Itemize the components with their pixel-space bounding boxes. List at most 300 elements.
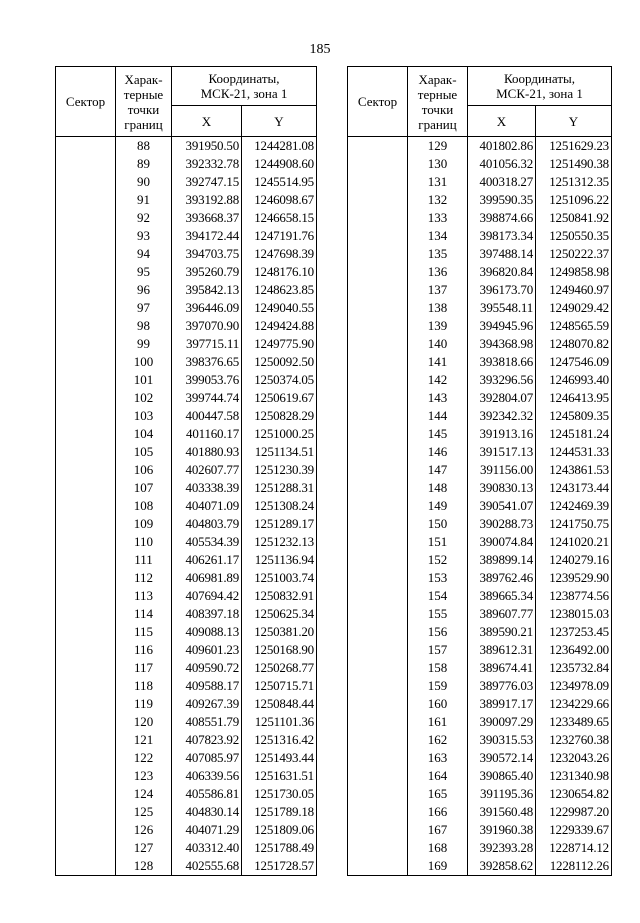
point-number: 155 bbox=[408, 605, 468, 623]
point-number: 93 bbox=[116, 227, 172, 245]
table-row bbox=[56, 497, 317, 515]
x-coordinate: 395842.13 bbox=[172, 281, 242, 299]
sector-cell bbox=[56, 497, 116, 515]
y-coordinate: 1251003.74 bbox=[242, 569, 317, 587]
table-row bbox=[348, 407, 612, 425]
point-number: 106 bbox=[116, 461, 172, 479]
table-row bbox=[56, 209, 317, 227]
table-row bbox=[56, 173, 317, 191]
table-row bbox=[348, 335, 612, 353]
point-number: 92 bbox=[116, 209, 172, 227]
sector-cell bbox=[56, 803, 116, 821]
sector-cell bbox=[56, 785, 116, 803]
table-row bbox=[56, 479, 317, 497]
y-coordinate: 1245514.95 bbox=[242, 173, 317, 191]
y-coordinate: 1240279.16 bbox=[536, 551, 612, 569]
y-coordinate: 1250828.29 bbox=[242, 407, 317, 425]
sector-cell bbox=[56, 245, 116, 263]
point-number: 125 bbox=[116, 803, 172, 821]
table-row bbox=[348, 461, 612, 479]
y-coordinate: 1251096.22 bbox=[536, 191, 612, 209]
point-number: 130 bbox=[408, 155, 468, 173]
table-row bbox=[56, 551, 317, 569]
sector-cell bbox=[348, 209, 408, 227]
y-coordinate: 1244281.08 bbox=[242, 137, 317, 156]
point-number: 124 bbox=[116, 785, 172, 803]
y-coordinate: 1246413.95 bbox=[536, 389, 612, 407]
point-number: 163 bbox=[408, 749, 468, 767]
point-number: 117 bbox=[116, 659, 172, 677]
y-coordinate: 1237253.45 bbox=[536, 623, 612, 641]
y-coordinate: 1246993.40 bbox=[536, 371, 612, 389]
sector-cell bbox=[348, 533, 408, 551]
y-coordinate: 1234978.09 bbox=[536, 677, 612, 695]
y-coordinate: 1232043.26 bbox=[536, 749, 612, 767]
sector-cell bbox=[348, 551, 408, 569]
y-coordinate: 1248176.10 bbox=[242, 263, 317, 281]
coordinates-table-right bbox=[347, 66, 612, 876]
point-number: 153 bbox=[408, 569, 468, 587]
x-coordinate: 404830.14 bbox=[172, 803, 242, 821]
y-coordinate: 1250625.34 bbox=[242, 605, 317, 623]
point-number: 158 bbox=[408, 659, 468, 677]
point-number: 123 bbox=[116, 767, 172, 785]
table-row bbox=[348, 479, 612, 497]
table-row bbox=[348, 767, 612, 785]
sector-cell bbox=[56, 371, 116, 389]
table-row bbox=[348, 155, 612, 173]
x-coordinate: 390572.14 bbox=[468, 749, 536, 767]
x-coordinate: 405534.39 bbox=[172, 533, 242, 551]
y-coordinate: 1230654.82 bbox=[536, 785, 612, 803]
x-coordinate: 406261.17 bbox=[172, 551, 242, 569]
sector-cell bbox=[348, 479, 408, 497]
sector-cell bbox=[348, 461, 408, 479]
sector-cell bbox=[348, 191, 408, 209]
point-number: 115 bbox=[116, 623, 172, 641]
point-number: 112 bbox=[116, 569, 172, 587]
sector-cell bbox=[56, 479, 116, 497]
point-number: 114 bbox=[116, 605, 172, 623]
y-coordinate: 1250092.50 bbox=[242, 353, 317, 371]
point-number: 98 bbox=[116, 317, 172, 335]
point-number: 118 bbox=[116, 677, 172, 695]
y-coordinate: 1234229.66 bbox=[536, 695, 612, 713]
x-coordinate: 390541.07 bbox=[468, 497, 536, 515]
sector-cell bbox=[56, 317, 116, 335]
sector-cell bbox=[56, 695, 116, 713]
sector-cell bbox=[348, 497, 408, 515]
table-row bbox=[348, 713, 612, 731]
sector-cell bbox=[348, 371, 408, 389]
x-coordinate: 397070.90 bbox=[172, 317, 242, 335]
sector-cell bbox=[348, 137, 408, 156]
x-coordinate: 401880.93 bbox=[172, 443, 242, 461]
sector-cell bbox=[348, 173, 408, 191]
sector-cell bbox=[348, 587, 408, 605]
sector-cell bbox=[348, 443, 408, 461]
y-coordinate: 1251232.13 bbox=[242, 533, 317, 551]
point-number: 167 bbox=[408, 821, 468, 839]
point-number: 159 bbox=[408, 677, 468, 695]
point-number: 127 bbox=[116, 839, 172, 857]
sector-cell bbox=[56, 227, 116, 245]
table-row bbox=[348, 803, 612, 821]
point-number: 109 bbox=[116, 515, 172, 533]
sector-cell bbox=[348, 695, 408, 713]
x-coordinate: 389762.46 bbox=[468, 569, 536, 587]
sector-cell bbox=[56, 749, 116, 767]
point-number: 131 bbox=[408, 173, 468, 191]
y-coordinate: 1247191.76 bbox=[242, 227, 317, 245]
point-number: 88 bbox=[116, 137, 172, 156]
y-coordinate: 1244531.33 bbox=[536, 443, 612, 461]
sector-cell bbox=[348, 245, 408, 263]
point-number: 107 bbox=[116, 479, 172, 497]
y-coordinate: 1250619.67 bbox=[242, 389, 317, 407]
y-coordinate: 1250222.37 bbox=[536, 245, 612, 263]
x-coordinate: 409588.17 bbox=[172, 677, 242, 695]
table-row bbox=[348, 749, 612, 767]
y-coordinate: 1231340.98 bbox=[536, 767, 612, 785]
y-coordinate: 1239529.90 bbox=[536, 569, 612, 587]
y-coordinate: 1250268.77 bbox=[242, 659, 317, 677]
sector-header: Сектор bbox=[56, 67, 116, 137]
y-coordinate: 1251101.36 bbox=[242, 713, 317, 731]
point-number: 122 bbox=[116, 749, 172, 767]
x-coordinate: 394703.75 bbox=[172, 245, 242, 263]
x-coordinate: 399590.35 bbox=[468, 191, 536, 209]
sector-cell bbox=[348, 785, 408, 803]
table-row bbox=[348, 677, 612, 695]
y-coordinate: 1248565.59 bbox=[536, 317, 612, 335]
x-coordinate: 391560.48 bbox=[468, 803, 536, 821]
x-coordinate: 390830.13 bbox=[468, 479, 536, 497]
table-row bbox=[348, 137, 612, 156]
table-row bbox=[56, 785, 317, 803]
sector-cell bbox=[348, 389, 408, 407]
sector-cell bbox=[348, 659, 408, 677]
y-coordinate: 1250715.71 bbox=[242, 677, 317, 695]
sector-cell bbox=[348, 569, 408, 587]
table-row bbox=[348, 245, 612, 263]
point-number: 132 bbox=[408, 191, 468, 209]
table-row bbox=[348, 515, 612, 533]
x-coordinate: 403338.39 bbox=[172, 479, 242, 497]
table-row bbox=[348, 281, 612, 299]
table-row bbox=[348, 623, 612, 641]
y-coordinate: 1249858.98 bbox=[536, 263, 612, 281]
y-coordinate: 1248623.85 bbox=[242, 281, 317, 299]
point-number: 111 bbox=[116, 551, 172, 569]
point-number: 146 bbox=[408, 443, 468, 461]
sector-cell bbox=[56, 767, 116, 785]
y-coordinate: 1249460.97 bbox=[536, 281, 612, 299]
sector-cell bbox=[56, 461, 116, 479]
table-row bbox=[348, 839, 612, 857]
y-header: Y bbox=[242, 106, 317, 137]
table-row bbox=[348, 371, 612, 389]
y-coordinate: 1251728.57 bbox=[242, 857, 317, 876]
table-row bbox=[348, 785, 612, 803]
y-coordinate: 1241020.21 bbox=[536, 533, 612, 551]
sector-cell bbox=[56, 299, 116, 317]
coordinates-header: Координаты, МСК-21, зона 1 bbox=[172, 67, 317, 106]
y-coordinate: 1247698.39 bbox=[242, 245, 317, 263]
y-coordinate: 1228714.12 bbox=[536, 839, 612, 857]
sector-cell bbox=[348, 281, 408, 299]
sector-cell bbox=[56, 281, 116, 299]
point-number: 104 bbox=[116, 425, 172, 443]
point-number: 105 bbox=[116, 443, 172, 461]
table-row bbox=[56, 821, 317, 839]
y-coordinate: 1250832.91 bbox=[242, 587, 317, 605]
x-coordinate: 389776.03 bbox=[468, 677, 536, 695]
x-coordinate: 390074.84 bbox=[468, 533, 536, 551]
y-coordinate: 1232760.38 bbox=[536, 731, 612, 749]
x-coordinate: 391960.38 bbox=[468, 821, 536, 839]
point-number: 99 bbox=[116, 335, 172, 353]
x-coordinate: 400447.58 bbox=[172, 407, 242, 425]
y-coordinate: 1251288.31 bbox=[242, 479, 317, 497]
point-number: 151 bbox=[408, 533, 468, 551]
sector-cell bbox=[56, 155, 116, 173]
x-coordinate: 394368.98 bbox=[468, 335, 536, 353]
page-number: 185 bbox=[309, 42, 331, 57]
point-number: 143 bbox=[408, 389, 468, 407]
table-row bbox=[348, 389, 612, 407]
sector-cell bbox=[348, 263, 408, 281]
y-coordinate: 1251134.51 bbox=[242, 443, 317, 461]
x-coordinate: 401160.17 bbox=[172, 425, 242, 443]
y-coordinate: 1247546.09 bbox=[536, 353, 612, 371]
point-number: 135 bbox=[408, 245, 468, 263]
point-number: 156 bbox=[408, 623, 468, 641]
table-row bbox=[348, 533, 612, 551]
x-coordinate: 403312.40 bbox=[172, 839, 242, 857]
x-coordinate: 401802.86 bbox=[468, 137, 536, 156]
x-coordinate: 392332.78 bbox=[172, 155, 242, 173]
sector-cell bbox=[56, 587, 116, 605]
point-number: 101 bbox=[116, 371, 172, 389]
sector-cell bbox=[348, 425, 408, 443]
sector-cell bbox=[56, 839, 116, 857]
table-row bbox=[56, 767, 317, 785]
point-number: 96 bbox=[116, 281, 172, 299]
point-number: 150 bbox=[408, 515, 468, 533]
point-number: 138 bbox=[408, 299, 468, 317]
y-coordinate: 1243173.44 bbox=[536, 479, 612, 497]
x-coordinate: 408397.18 bbox=[172, 605, 242, 623]
sector-cell bbox=[348, 767, 408, 785]
point-number: 168 bbox=[408, 839, 468, 857]
sector-cell bbox=[56, 443, 116, 461]
table-row bbox=[348, 695, 612, 713]
y-coordinate: 1238015.03 bbox=[536, 605, 612, 623]
y-coordinate: 1251788.49 bbox=[242, 839, 317, 857]
point-number: 142 bbox=[408, 371, 468, 389]
sector-cell bbox=[56, 425, 116, 443]
point-number: 164 bbox=[408, 767, 468, 785]
x-coordinate: 396820.84 bbox=[468, 263, 536, 281]
table-row bbox=[56, 353, 317, 371]
table-row bbox=[56, 839, 317, 857]
x-coordinate: 395548.11 bbox=[468, 299, 536, 317]
point-number: 113 bbox=[116, 587, 172, 605]
table-row bbox=[56, 569, 317, 587]
sector-cell bbox=[56, 515, 116, 533]
table-row bbox=[56, 443, 317, 461]
x-coordinate: 393818.66 bbox=[468, 353, 536, 371]
point-number: 103 bbox=[116, 407, 172, 425]
x-coordinate: 392747.15 bbox=[172, 173, 242, 191]
table-row bbox=[56, 803, 317, 821]
table-row bbox=[348, 605, 612, 623]
x-coordinate: 389590.21 bbox=[468, 623, 536, 641]
table-row bbox=[56, 281, 317, 299]
table-row bbox=[348, 731, 612, 749]
sector-cell bbox=[348, 803, 408, 821]
sector-cell bbox=[56, 263, 116, 281]
table-row bbox=[56, 677, 317, 695]
y-coordinate: 1229339.67 bbox=[536, 821, 612, 839]
table-row bbox=[56, 137, 317, 156]
point-number: 141 bbox=[408, 353, 468, 371]
sector-cell bbox=[56, 569, 116, 587]
point-number: 148 bbox=[408, 479, 468, 497]
y-coordinate: 1248070.82 bbox=[536, 335, 612, 353]
y-coordinate: 1249775.90 bbox=[242, 335, 317, 353]
sector-cell bbox=[348, 749, 408, 767]
boundary-points-header: Харак- терные точки границ bbox=[408, 67, 468, 137]
x-coordinate: 404071.29 bbox=[172, 821, 242, 839]
y-coordinate: 1245809.35 bbox=[536, 407, 612, 425]
point-number: 129 bbox=[408, 137, 468, 156]
table-row bbox=[56, 695, 317, 713]
x-coordinate: 389674.41 bbox=[468, 659, 536, 677]
coordinates-header: Координаты, МСК-21, зона 1 bbox=[468, 67, 612, 106]
table-row bbox=[348, 209, 612, 227]
x-coordinate: 393296.56 bbox=[468, 371, 536, 389]
table-row bbox=[348, 173, 612, 191]
table-row bbox=[56, 155, 317, 173]
sector-cell bbox=[56, 659, 116, 677]
sector-cell bbox=[56, 677, 116, 695]
sector-cell bbox=[56, 353, 116, 371]
sector-cell bbox=[56, 335, 116, 353]
x-coordinate: 390288.73 bbox=[468, 515, 536, 533]
sector-cell bbox=[348, 155, 408, 173]
x-coordinate: 408551.79 bbox=[172, 713, 242, 731]
y-coordinate: 1249029.42 bbox=[536, 299, 612, 317]
point-number: 161 bbox=[408, 713, 468, 731]
x-coordinate: 397488.14 bbox=[468, 245, 536, 263]
x-coordinate: 409088.13 bbox=[172, 623, 242, 641]
table-row bbox=[56, 749, 317, 767]
boundary-points-header: Харак- терные точки границ bbox=[116, 67, 172, 137]
x-coordinate: 391950.50 bbox=[172, 137, 242, 156]
point-number: 116 bbox=[116, 641, 172, 659]
table-row bbox=[56, 263, 317, 281]
y-coordinate: 1233489.65 bbox=[536, 713, 612, 731]
y-coordinate: 1251136.94 bbox=[242, 551, 317, 569]
point-number: 140 bbox=[408, 335, 468, 353]
point-number: 166 bbox=[408, 803, 468, 821]
x-coordinate: 398874.66 bbox=[468, 209, 536, 227]
table-row bbox=[348, 425, 612, 443]
sector-cell bbox=[348, 713, 408, 731]
sector-cell bbox=[56, 731, 116, 749]
x-coordinate: 409601.23 bbox=[172, 641, 242, 659]
point-number: 165 bbox=[408, 785, 468, 803]
sector-cell bbox=[56, 623, 116, 641]
x-coordinate: 409267.39 bbox=[172, 695, 242, 713]
y-coordinate: 1250841.92 bbox=[536, 209, 612, 227]
x-coordinate: 391156.00 bbox=[468, 461, 536, 479]
table-row bbox=[56, 227, 317, 245]
table-row bbox=[348, 857, 612, 876]
x-coordinate: 404071.09 bbox=[172, 497, 242, 515]
x-coordinate: 405586.81 bbox=[172, 785, 242, 803]
y-coordinate: 1251289.17 bbox=[242, 515, 317, 533]
x-coordinate: 399744.74 bbox=[172, 389, 242, 407]
y-coordinate: 1246098.67 bbox=[242, 191, 317, 209]
x-coordinate: 390097.29 bbox=[468, 713, 536, 731]
table-row bbox=[56, 641, 317, 659]
table-row bbox=[348, 263, 612, 281]
table-row bbox=[56, 407, 317, 425]
point-number: 95 bbox=[116, 263, 172, 281]
table-row bbox=[56, 731, 317, 749]
y-coordinate: 1238774.56 bbox=[536, 587, 612, 605]
x-coordinate: 404803.79 bbox=[172, 515, 242, 533]
table-row bbox=[56, 317, 317, 335]
x-header: X bbox=[172, 106, 242, 137]
sector-cell bbox=[56, 407, 116, 425]
table-row bbox=[56, 605, 317, 623]
x-coordinate: 393668.37 bbox=[172, 209, 242, 227]
sector-cell bbox=[348, 677, 408, 695]
x-coordinate: 398173.34 bbox=[468, 227, 536, 245]
y-coordinate: 1251316.42 bbox=[242, 731, 317, 749]
y-coordinate: 1236492.00 bbox=[536, 641, 612, 659]
table-row bbox=[348, 551, 612, 569]
point-number: 94 bbox=[116, 245, 172, 263]
sector-cell bbox=[348, 317, 408, 335]
sector-cell bbox=[348, 227, 408, 245]
sector-cell bbox=[56, 137, 116, 156]
x-coordinate: 391913.16 bbox=[468, 425, 536, 443]
point-number: 102 bbox=[116, 389, 172, 407]
x-coordinate: 396173.70 bbox=[468, 281, 536, 299]
y-coordinate: 1251631.51 bbox=[242, 767, 317, 785]
point-number: 139 bbox=[408, 317, 468, 335]
y-coordinate: 1250848.44 bbox=[242, 695, 317, 713]
point-number: 121 bbox=[116, 731, 172, 749]
x-coordinate: 409590.72 bbox=[172, 659, 242, 677]
x-coordinate: 393192.88 bbox=[172, 191, 242, 209]
y-coordinate: 1250381.20 bbox=[242, 623, 317, 641]
table-row bbox=[348, 587, 612, 605]
sector-cell bbox=[348, 515, 408, 533]
point-number: 162 bbox=[408, 731, 468, 749]
table-row bbox=[56, 335, 317, 353]
sector-cell bbox=[56, 389, 116, 407]
y-coordinate: 1246658.15 bbox=[242, 209, 317, 227]
point-number: 169 bbox=[408, 857, 468, 876]
sector-cell bbox=[348, 335, 408, 353]
sector-cell bbox=[348, 605, 408, 623]
